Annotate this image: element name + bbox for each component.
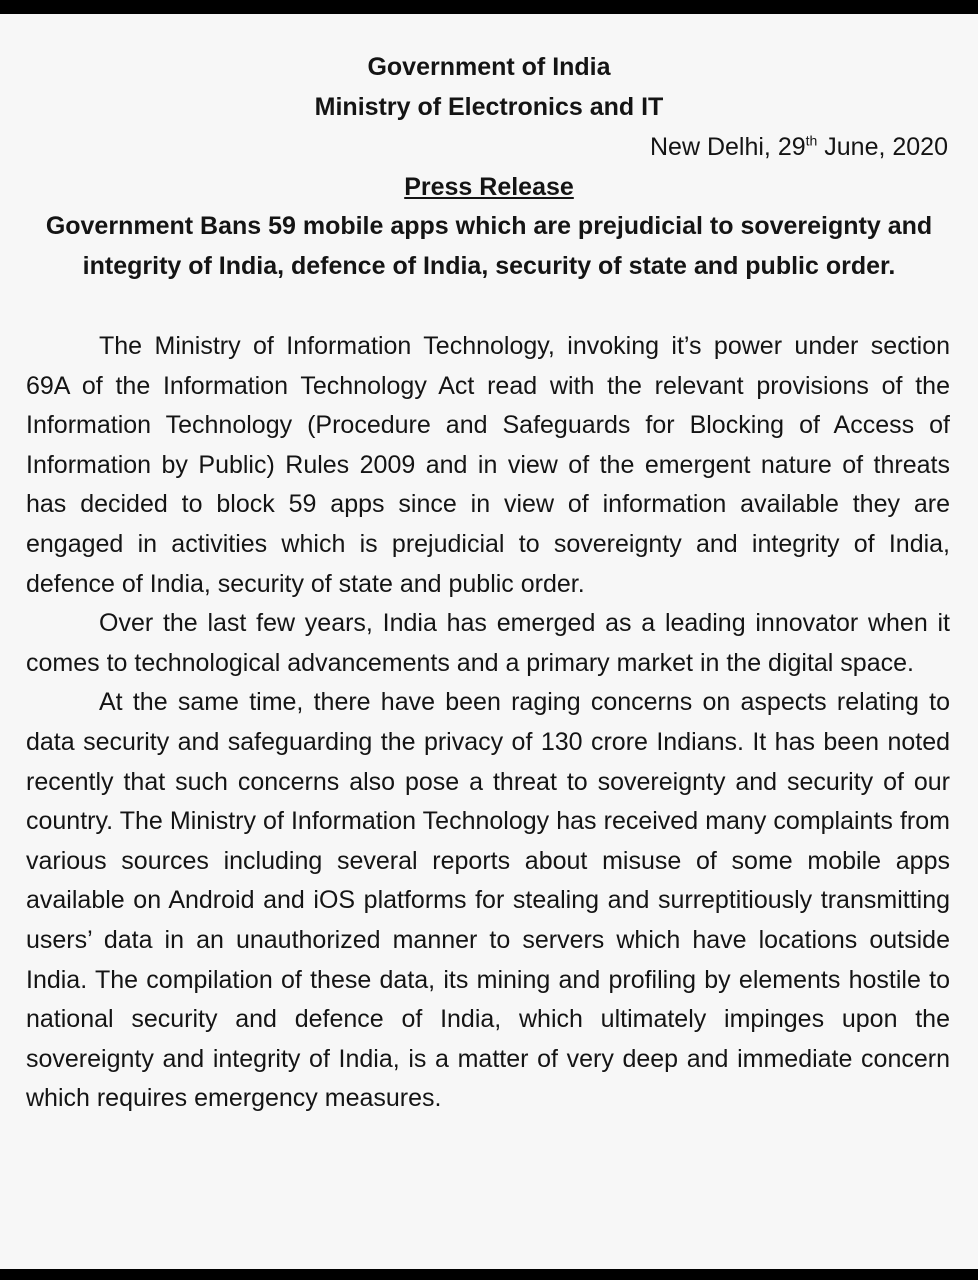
paragraph: At the same time, there have been raging concerns on aspects relating to data security and safeguarding the privacy of 130 crore Indians. It has been noted recently that such concerns also pose a threat to sovereignty and security of our country. The Ministry of Information Technology has received many complaints from various sources including several reports about misuse of some mobile apps available on Android and iOS platforms for stealing and surreptitiously transmitting users’ data in an unauthorized manner to servers which have locations outside India. The compilation of these data, its mining and profiling by elements hostile to national security and defence of India, which ultimately impinges upon the sovereignty and integrity of India, is a matter of very deep and immediate concern which requires emergency measures. xyxy=(26,688,950,1113)
dateline-city-day: New Delhi, 29 xyxy=(650,133,806,161)
dateline xyxy=(0,127,978,167)
body-text xyxy=(0,327,978,1119)
dateline-month-year: June, 2020 xyxy=(817,133,948,161)
paragraph: The Ministry of Information Technology, invoking it’s power under section 69A of the Information Technology Act read with the relevant provisions of the Information Technology (Procedure and Safeguards for Blocking of Access of Information by Public) Rules 2009 and in view of the emergent nature of threats has decided to block 59 apps since in view of information available they are engaged in activities which is prejudicial to sovereignty and integrity of India, defence of India, security of state and public order. xyxy=(26,332,950,598)
organization-name: Government of India xyxy=(367,53,611,81)
press-release-page xyxy=(0,14,978,1274)
ministry-name: Ministry of Electronics and IT xyxy=(314,93,664,121)
headline: Government Bans 59 mobile apps which are prejudicial to sovereignty and integrity of India, defence of India, security of state and public order. xyxy=(45,212,933,280)
dateline-day-suffix: th xyxy=(805,132,818,149)
paragraph: Over the last few years, India has emerged as a leading innovator when it comes to technological advancements and a primary market in the digital space. xyxy=(26,609,950,677)
bottom-edge xyxy=(0,1269,978,1274)
document-type-label: Press Release xyxy=(404,173,574,201)
document-type xyxy=(0,167,978,207)
